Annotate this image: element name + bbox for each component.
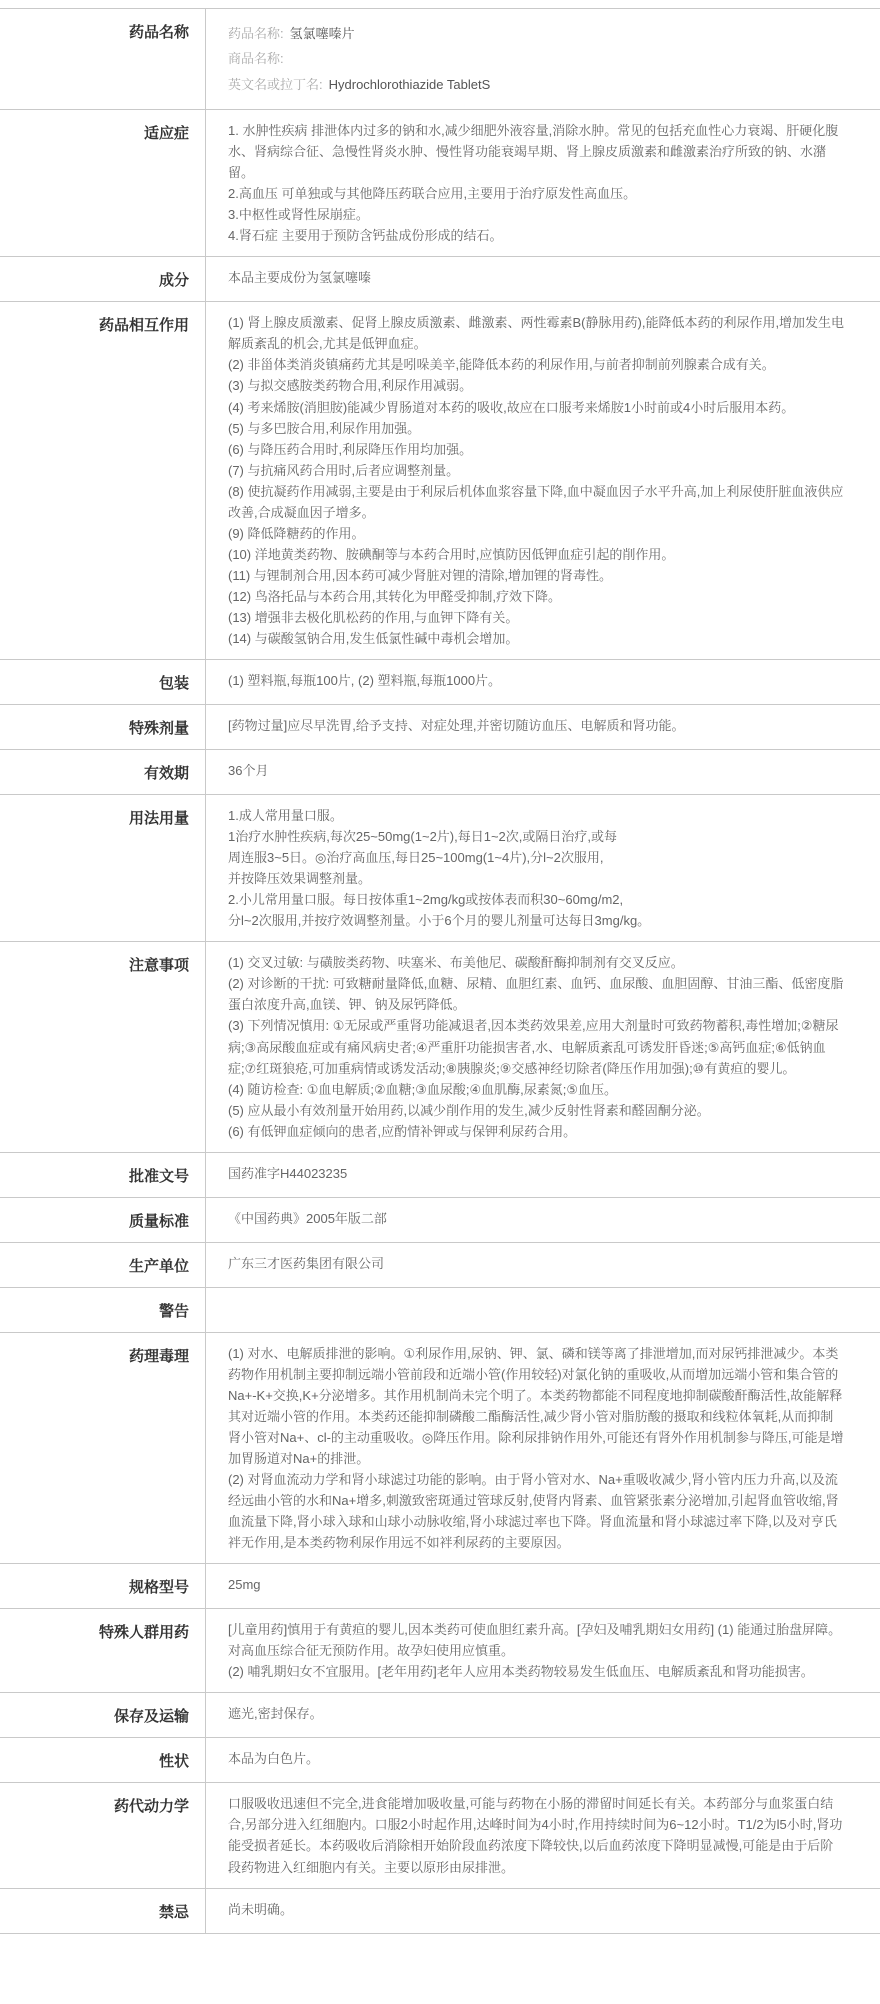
table-row	[0, 1783, 880, 1888]
content-line: 并按降压效果调整剂量。	[228, 871, 372, 887]
row-content	[205, 795, 880, 941]
table-row	[0, 1609, 880, 1693]
content-line: 周连服3~5日。◎治疗高血压,每日25~100mg(1~4片),分l~2次服用,	[228, 850, 604, 866]
content-line: (10) 洋地黄类药物、胺碘酮等与本药合用时,应慎防因低钾血症引起的削作用。	[228, 546, 675, 562]
drug-info-table	[0, 8, 880, 1934]
content-line: 分l~2次服用,并按疗效调整剂量。小于6个月的婴儿剂量可达每日3mg/kg。	[228, 913, 651, 929]
row-content	[205, 9, 880, 109]
content-line: 2.小儿常用量口服。每日按体重1~2mg/kg或按体表而积30~60mg/m2,	[228, 892, 624, 908]
row-label: 警告	[158, 1302, 189, 1320]
row-content	[205, 1783, 880, 1887]
content-line: (4) 考来烯胺(消胆胺)能减少胃肠道对本药的吸收,故应在口服考来烯胺1小时前或4小时后服用本药。	[228, 399, 795, 415]
content-line: (2) 对诊断的干扰: 可致糖耐量降低,血糖、尿精、血胆红素、血钙、血尿酸、血胆固醇、甘油三酯、低密度脂蛋白浓度升高,血镁、钾、钠及尿钙降低。	[228, 976, 844, 1013]
field-key: 商品名称:	[228, 51, 284, 67]
content-line: (6) 有低钾血症倾向的患者,应酌情补钾或与保钾利尿药合用。	[228, 1123, 577, 1139]
content-line: [药物过量]应尽早洗胃,给予支持、对症处理,并密切随访血压、电解质和肾功能。	[228, 718, 685, 734]
table-row	[0, 1889, 880, 1934]
row-label: 质量标准	[128, 1212, 189, 1230]
row-content	[205, 1693, 880, 1737]
table-row	[0, 1738, 880, 1783]
content-line: 遮光,密封保存。	[228, 1706, 323, 1722]
content-line: 1治疗水肿性疾病,每次25~50mg(1~2片),每日1~2次,或隔日治疗,或每	[228, 829, 618, 845]
table-row	[0, 750, 880, 795]
content-line: (8) 使抗凝药作用减弱,主要是由于利尿后机体血浆容量下降,血中凝血因子水平升高,加上利尿使肝脏血液供应改善,合成凝血因子增多。	[228, 483, 844, 520]
content-line: [儿童用药]慎用于有黄疸的婴儿,因本类药可使血胆红素升高。[孕妇及哺乳期妇女用药] (1) 能通过胎盘屏障。对高血压综合征无预防作用。故孕妇使用应慎重。	[228, 1622, 842, 1659]
content-line: (2) 非甾体类消炎镇痛药尤其是吲哚美辛,能降低本药的利尿作用,与前者抑制前列腺素合成有关。	[228, 357, 775, 373]
content-line: 3.中枢性或肾性尿崩症。	[228, 207, 369, 223]
content-line: 广东三才医药集团有限公司	[228, 1255, 385, 1271]
content-line: 《中国药典》2005年版二部	[228, 1210, 387, 1226]
table-row	[0, 1288, 880, 1333]
content-line: 2.高血压 可单独或与其他降压药联合应用,主要用于治疗原发性高血压。	[228, 186, 637, 202]
field-value: Hydrochlorothiazide TabletS	[328, 76, 491, 92]
row-label: 注意事项	[128, 957, 189, 975]
content-line: (9) 降低降糖药的作用。	[228, 525, 365, 541]
content-line: (1) 塑料瓶,每瓶100片, (2) 塑料瓶,每瓶1000片。	[228, 673, 502, 689]
row-label: 药代动力学	[113, 1798, 189, 1816]
row-label: 规格型号	[128, 1579, 189, 1597]
row-label: 生产单位	[128, 1257, 189, 1275]
content-line: (13) 增强非去极化肌松药的作用,与血钾下降有关。	[228, 609, 519, 625]
content-line: (4) 随访检查: ①血电解质;②血糖;③血尿酸;④血肌酶,尿素氮;⑤血压。	[228, 1081, 618, 1097]
table-row	[0, 257, 880, 302]
content-line: 36个月	[228, 763, 269, 779]
table-row	[0, 1243, 880, 1288]
content-line: (14) 与碳酸氢钠合用,发生低氯性碱中毒机会增加。	[228, 631, 519, 647]
table-row	[0, 302, 880, 660]
content-line: (2) 哺乳期妇女不宜服用。[老年用药]老年人应用本类药物较易发生低血压、电解质紊乱和肾功能损害。	[228, 1664, 814, 1680]
row-content	[205, 660, 880, 704]
content-line: (12) 鸟洛托品与本药合用,其转化为甲醛受抑制,疗效下降。	[228, 588, 561, 604]
content-line: (7) 与抗痛风药合用时,后者应调整剂量。	[228, 462, 460, 478]
table-row	[0, 1693, 880, 1738]
content-line: 1.成人常用量口服。	[228, 808, 343, 824]
row-label: 禁忌	[158, 1903, 189, 1921]
table-row	[0, 110, 880, 257]
table-row	[0, 660, 880, 705]
field-key: 英文名或拉丁名:	[228, 76, 323, 92]
content-line: (1) 肾上腺皮质激素、促肾上腺皮质激素、雌激素、两性霉素B(静脉用药),能降低本药的利尿作用,增加发生电解质紊乱的机会,尤其是低钾血症。	[228, 315, 845, 352]
row-label: 保存及运输	[113, 1708, 189, 1726]
table-row	[0, 1564, 880, 1609]
row-content	[205, 750, 880, 794]
row-content	[205, 302, 880, 659]
content-line: 4.肾石症 主要用于预防含钙盐成份形成的结石。	[228, 228, 503, 244]
row-label: 有效期	[143, 765, 189, 783]
row-content	[205, 942, 880, 1151]
field-key: 药品名称:	[228, 26, 284, 41]
content-line: (5) 应从最小有效剂量开始用药,以减少削作用的发生,减少反射性肾素和醛固酮分泌。	[228, 1102, 710, 1118]
table-row	[0, 795, 880, 942]
row-label: 药品相互作用	[98, 317, 189, 335]
row-content	[205, 1609, 880, 1692]
row-label: 成分	[158, 272, 189, 290]
row-label: 用法用量	[128, 810, 189, 828]
content-line: (5) 与多巴胺合用,利尿作用加强。	[228, 420, 421, 436]
content-line: (6) 与降压药合用时,利尿降压作用均加强。	[228, 441, 473, 457]
row-label: 特殊剂量	[128, 720, 189, 738]
field-line	[228, 72, 846, 97]
content-line: (1) 交叉过敏: 与磺胺类药物、呋塞米、布美他尼、碳酸酐酶抑制剂有交叉反应。	[228, 955, 684, 971]
content-line: (1) 对水、电解质排泄的影响。①利尿作用,尿钠、钾、氯、磷和镁等离了排泄增加,而对尿钙排泄减少。本类药物作用机制主要抑制远端小管前段和近端小管(作用较轻)对氯化钠的重吸收,从而增加远端小管和集合管的Na+-K+交换,K+分泌增多。其作用机制尚未完个明了。本类药物都能不同程度地抑制碳酸酐酶活性,故能解释其对近端小管的作用。本类药还能抑制磷酸二酯酶活性,减少肾小管对脂肪酸的摄取和线粒体氧耗,从而抑制肾小管对Na+、cl-的主动重吸收。◎降压作用。除利尿排钠作用外,可能还有肾外作用机制参与降压,可能是增加胃肠道对Na+的排泄。	[228, 1345, 844, 1466]
content-line: 口服吸收迅速但不完全,进食能增加吸收量,可能与药物在小肠的滞留时间延长有关。本药部分与血浆蛋白结合,另部分进入红细胞内。口服2小时起作用,达峰时间为4小时,作用持续时间为6~12小时。T1/2为l5小时,肾功能受损者延长。本药吸收后消除相开始阶段血药浓度下降较快,以后血药浓度下降明显减慢,可能是由于后阶段药物进入红细胞内有关。主要以原形由尿排泄。	[228, 1796, 843, 1875]
table-row	[0, 9, 880, 110]
field-line	[228, 46, 846, 71]
row-content	[205, 1198, 880, 1242]
content-line: 本品主要成份为氢氯噻嗪	[228, 270, 372, 286]
row-content	[205, 1288, 880, 1332]
table-row	[0, 942, 880, 1152]
row-content	[205, 1889, 880, 1933]
table-row	[0, 1333, 880, 1564]
row-content	[205, 257, 880, 301]
row-content	[205, 1243, 880, 1287]
content-line: 1. 水肿性疾病 排泄体内过多的钠和水,减少细肥外液容量,消除水肿。常见的包括充血性心力衰竭、肝硬化腹水、肾病综合征、急慢性肾炎水肿、慢性肾功能衰竭早期、肾上腺皮质激素和雌激素治疗所致的钠、水潴留。	[228, 123, 839, 181]
row-content	[205, 705, 880, 749]
row-content	[205, 1564, 880, 1608]
content-line: 25mg	[228, 1577, 261, 1593]
table-row	[0, 1198, 880, 1243]
row-label: 药理毒理	[128, 1347, 189, 1365]
content-line: 尚未明确。	[228, 1901, 294, 1917]
row-label: 性状	[158, 1753, 189, 1771]
row-content	[205, 1153, 880, 1197]
content-line: (3) 下列情况慎用: ①无尿或严重肾功能减退者,因本类药效果差,应用大剂量时可致药物蓄积,毒性增加;②糖尿病;③高尿酸血症或有痛风病史者;④严重肝功能损害者,水、电解质紊乱可诱发肝昏迷;⑤高钙血症;⑥低钠血症;⑦红斑狼疮,可加重病情或诱发活动;⑧胰腺炎;⑨交感神经切除者(降压作用加强);⑩有黄疸的婴儿。	[228, 1018, 839, 1076]
content-line: (3) 与拟交感胺类药物合用,利尿作用减弱。	[228, 378, 473, 394]
table-row	[0, 705, 880, 750]
row-content	[205, 110, 880, 256]
row-label: 批准文号	[128, 1167, 189, 1185]
content-line: 国药准字H44023235	[228, 1165, 348, 1181]
table-row	[0, 1153, 880, 1198]
row-content	[205, 1333, 880, 1563]
row-label: 适应症	[143, 125, 189, 143]
row-label: 特殊人群用药	[98, 1624, 189, 1642]
content-line: (11) 与锂制剂合用,因本药可减少肾脏对锂的清除,增加锂的肾毒性。	[228, 567, 612, 583]
row-label: 包装	[158, 675, 189, 693]
content-line: 本品为白色片。	[228, 1751, 320, 1767]
field-value: 氢氯噻嗪片	[289, 26, 355, 41]
content-line: (2) 对肾血流动力学和肾小球滤过功能的影响。由于肾小管对水、Na+重吸收减少,肾小管内压力升高,以及流经远曲小管的水和Na+增多,刺激致密斑通过管球反射,使肾内肾素、血管紧张素分泌增加,引起肾血管收缩,肾血流量下降,肾小球入球和山球小动脉收缩,肾小球滤过率也下降。肾血流量和肾小球滤过率下降,以及对亨氏袢无作用,是本类药物利尿作用远不如袢利尿药的主要原因。	[228, 1472, 839, 1551]
row-content	[205, 1738, 880, 1782]
row-label: 药品名称	[128, 24, 189, 41]
field-line	[228, 21, 846, 46]
